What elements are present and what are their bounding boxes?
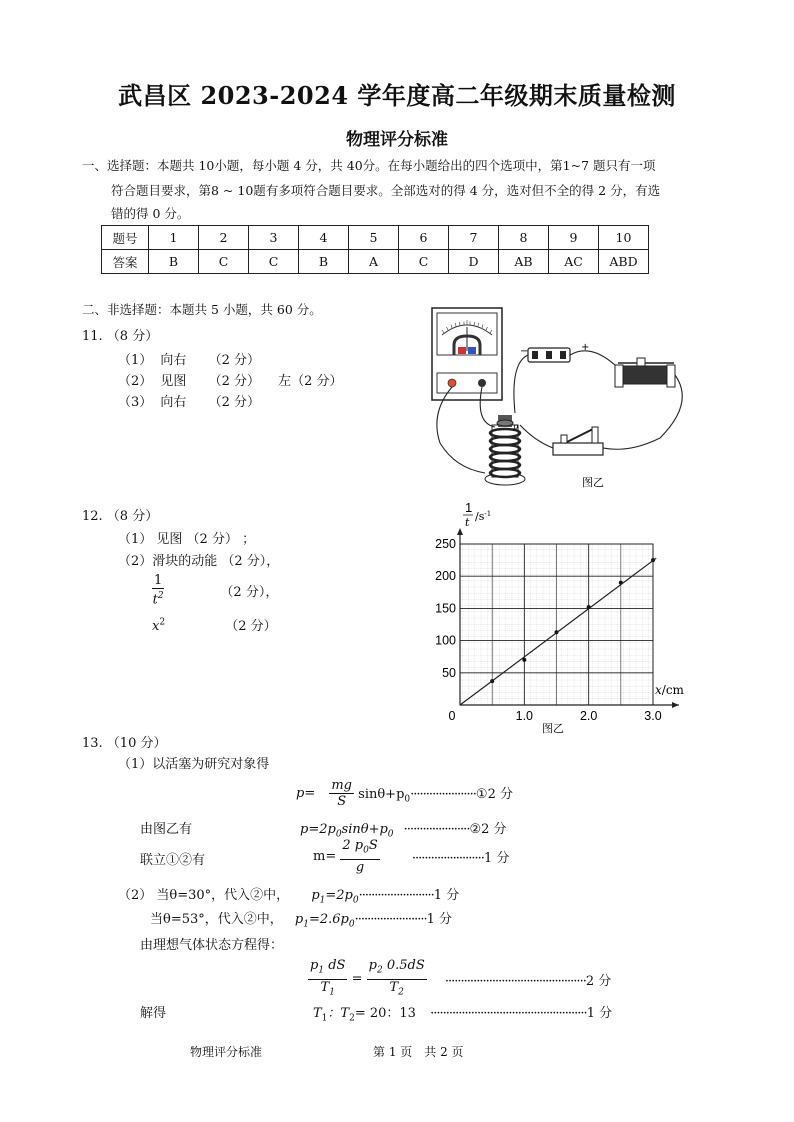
table-cell: 9 — [549, 226, 599, 250]
part2-a-score: 1 分 — [433, 888, 460, 903]
q11-line3-no: （3） — [118, 395, 153, 410]
eq3-lhs: m= — [313, 848, 337, 864]
q12-heading: 12. （8 分） — [82, 509, 159, 524]
table-cell: ABD — [599, 250, 649, 274]
footer-page-number: 第 1 页 共 2 页 — [373, 1045, 464, 1059]
q12-line1: （1） 见图 （2 分） ； — [118, 532, 256, 547]
page-subtitle: 物理评分标准 — [346, 130, 448, 150]
table-cell: B — [299, 250, 349, 274]
y-tick-label: 50 — [442, 665, 456, 680]
section1-line3: 错的得 0 分。 — [111, 206, 190, 221]
circuit-caption: 图乙 — [582, 476, 604, 488]
galvanometer — [432, 308, 502, 400]
eq2-lhs: p=2p — [300, 822, 336, 837]
eq5-score: 1 分 — [586, 1006, 613, 1021]
q13-part2-a — [118, 884, 459, 906]
q11-heading: 11. （8 分） — [82, 329, 159, 344]
eq4-left-numerator-rest: dS — [324, 958, 346, 973]
eq1-score: ①2 分 — [475, 786, 513, 802]
part2-b-dots: ······················· — [354, 912, 427, 927]
q12-fraction-answer — [152, 573, 278, 607]
x-tick-label: 0 — [448, 709, 456, 723]
battery — [520, 342, 589, 362]
x-axis-arrow — [672, 702, 679, 708]
eq4-left-denominator: T — [320, 979, 330, 995]
table-cell: 6 — [399, 226, 449, 250]
chart-caption: 图乙 — [542, 722, 564, 735]
eq3-numerator: 2 p — [342, 838, 364, 853]
y-tick-label: 250 — [435, 537, 456, 551]
q11-line2-no: （2） — [118, 374, 153, 389]
table-cell: 7 — [449, 226, 499, 250]
section1-line1: 一、选择题：本题共 10小题，每小题 4 分，共 40分。在每小题给出的四个选项中，第1~7 题只有一项 — [82, 158, 656, 173]
equation-4 — [308, 958, 611, 1000]
answer-table — [101, 225, 649, 274]
battery-plus-label: + — [581, 342, 590, 353]
rheostat — [615, 358, 675, 387]
equation-1 — [296, 778, 513, 809]
q11-line1-score: （2 分） — [208, 353, 260, 368]
part2-b-score: 1 分 — [426, 912, 453, 927]
q13-figure-intro: 由图乙有 — [140, 822, 193, 837]
q13-part2-b — [150, 908, 452, 930]
q13-combine-intro: 联立①②有 — [140, 853, 206, 868]
chart-grid — [460, 544, 653, 705]
x-tick-label: 2.0 — [579, 709, 598, 723]
q13-solve-intro: 解得 — [140, 1006, 167, 1021]
section2-heading: 二、非选择题：本题共 5 小题，共 60 分。 — [82, 302, 322, 317]
part2-a-dots: ························ — [358, 888, 434, 903]
svg-text:/s-1 — [475, 510, 491, 523]
eq4-score: 2 分 — [585, 973, 612, 989]
circuit-diagram — [420, 303, 700, 488]
equation-3 — [313, 838, 509, 875]
eq1-lhs: p= — [296, 786, 316, 801]
q12-line2: （2）滑块的动能 （2 分）， — [118, 554, 280, 569]
part2-a-eq-rest-sub: 0 — [352, 895, 359, 906]
q12-score-b: （2 分） — [225, 619, 277, 634]
footer-left: 物理评分标准 — [190, 1045, 263, 1059]
eq3-numerator-rest: S — [368, 838, 378, 853]
equation-2 — [300, 818, 507, 840]
part2-a-eq: p — [311, 888, 320, 903]
x-tick-label: 1.0 — [515, 709, 534, 723]
eq3-numerator-sub: 0 — [363, 845, 369, 856]
svg-text:p: p — [513, 422, 519, 431]
y-label-num: 1 — [465, 500, 473, 515]
table-header-cell: 题号 — [102, 226, 149, 250]
table-cell: AC — [549, 250, 599, 274]
eq5-sub2: 2 — [349, 1013, 355, 1024]
table-cell: D — [449, 250, 499, 274]
part2-a-eq-sub: 1 — [319, 895, 326, 906]
table-cell: B — [149, 250, 199, 274]
y-tick-label: 100 — [435, 633, 456, 648]
eq2-dots: ····················· — [403, 822, 470, 837]
table-cell: C — [399, 250, 449, 274]
equation-5 — [313, 1002, 612, 1024]
table-cell: 8 — [499, 226, 549, 250]
eq4-right-numerator-sub: 2 — [376, 965, 383, 976]
q11-line2-score: （2 分） — [208, 374, 260, 389]
x-exp: 2 — [159, 617, 166, 628]
eq3-denominator: g — [355, 859, 365, 875]
eq4-right-numerator: p — [368, 958, 377, 973]
q11-line2 — [118, 370, 343, 389]
x-label-var: x — [655, 683, 662, 697]
part2-a-intro: （2） 当θ=30°，代入②中， — [118, 888, 290, 903]
q13-gas-intro: 由理想气体状态方程得： — [140, 938, 284, 953]
eq4-left-numerator: p — [310, 958, 319, 973]
table-row — [102, 226, 649, 250]
eq3-dots: ······················· — [411, 850, 484, 866]
x-tick-label: 3.0 — [644, 709, 662, 723]
table-cell: 4 — [299, 226, 349, 250]
table-cell: 3 — [249, 226, 299, 250]
fraction-denominator: t — [152, 592, 158, 608]
table-cell: 10 — [599, 226, 649, 250]
eq1-numerator: mg — [331, 778, 353, 793]
table-cell: C — [199, 250, 249, 274]
q13-heading: 13. （10 分） — [82, 736, 167, 751]
x-label-unit: /cm — [661, 683, 684, 697]
x-var: x — [152, 619, 160, 634]
table-cell: A — [349, 250, 399, 274]
y-axis-arrow — [457, 528, 463, 535]
eq5-t: T — [313, 1006, 322, 1021]
eq4-equals: = — [351, 971, 363, 987]
table-cell: 5 — [349, 226, 399, 250]
q11-line1 — [118, 349, 260, 368]
table-cell: AB — [499, 250, 549, 274]
eq4-right-numerator-rest: 0.5dS — [382, 958, 425, 973]
table-cell: C — [249, 250, 299, 274]
page-title: 武昌区 2023-2024 学年度高二年级期末质量检测 — [118, 81, 676, 110]
eq2-lhs-sub: 0 — [335, 829, 342, 840]
y-tick-label: 200 — [435, 569, 456, 584]
svg-text:x/cm — [655, 683, 685, 697]
q11-line2-extra: 左（2 分） — [278, 374, 343, 389]
eq2-rest-sub: 0 — [387, 829, 394, 840]
q12-x2-answer — [152, 615, 277, 634]
eq5-sub1: 1 — [321, 1013, 328, 1024]
eq3-score: 1 分 — [483, 850, 510, 866]
eq1-rest: sinθ+p — [358, 786, 405, 802]
eq5-rest: = 20：13 — [354, 1006, 416, 1021]
part2-b-eq: p — [294, 912, 304, 927]
y-label-den: t — [465, 516, 470, 529]
eq4-right-denominator: T — [389, 979, 399, 995]
eq1-dots: ····················· — [410, 786, 476, 802]
eq2-score: ②2 分 — [469, 822, 507, 837]
eq4-right-denominator-sub: 2 — [398, 987, 404, 998]
fraction-numerator: 1 — [154, 573, 163, 588]
eq1-rest-sub: 0 — [404, 794, 411, 805]
fraction-denominator-exp: 2 — [157, 591, 164, 601]
part2-b-eq-sub: 1 — [303, 919, 309, 930]
eq1-denominator: S — [337, 794, 347, 809]
y-label-unit-exp: -1 — [484, 510, 492, 518]
graph-1-over-t-vs-x — [425, 500, 705, 740]
q11-line3-score: （2 分） — [208, 395, 260, 410]
table-header-cell: 答案 — [102, 250, 149, 274]
eq4-left-numerator-sub: 1 — [318, 965, 325, 976]
switch — [553, 427, 603, 455]
eq2-rest: sinθ+p — [341, 822, 388, 837]
part2-b-eq-rest: =2.6p — [308, 912, 349, 927]
battery-minus-label: − — [520, 346, 529, 357]
eq5-mid: ：T — [327, 1006, 350, 1021]
table-cell: 2 — [199, 226, 249, 250]
q11-line1-text: 向右 — [160, 353, 187, 368]
eq4-left-denominator-sub: 1 — [329, 987, 335, 998]
table-row — [102, 250, 649, 274]
part2-b-intro: 当θ=53°，代入②中， — [150, 912, 283, 927]
part2-b-eq-rest-sub: 0 — [348, 919, 355, 930]
y-tick-label: 150 — [435, 601, 456, 616]
section1-line2: 符合题目要求，第8 ~ 10题有多项符合题目要求。全部选对的得 4 分，选对但不全的得 2 分，有选 — [111, 183, 661, 198]
q11-line3 — [118, 391, 260, 410]
q11-line3-text: 向右 — [160, 395, 187, 410]
q11-line2-text: 见图 — [160, 374, 187, 389]
q11-line1-no: （1） — [118, 353, 153, 368]
eq4-dots: ············································· — [444, 973, 586, 989]
y-label-unit: /s — [475, 510, 485, 523]
q13-part1-intro: （1）以活塞为研究对象得 — [118, 757, 270, 772]
q12-score-a: （2 分）， — [220, 584, 279, 600]
part2-a-eq-rest: =2p — [325, 888, 353, 903]
eq5-dots: ·················································· — [430, 1006, 587, 1021]
table-cell: 1 — [149, 226, 199, 250]
